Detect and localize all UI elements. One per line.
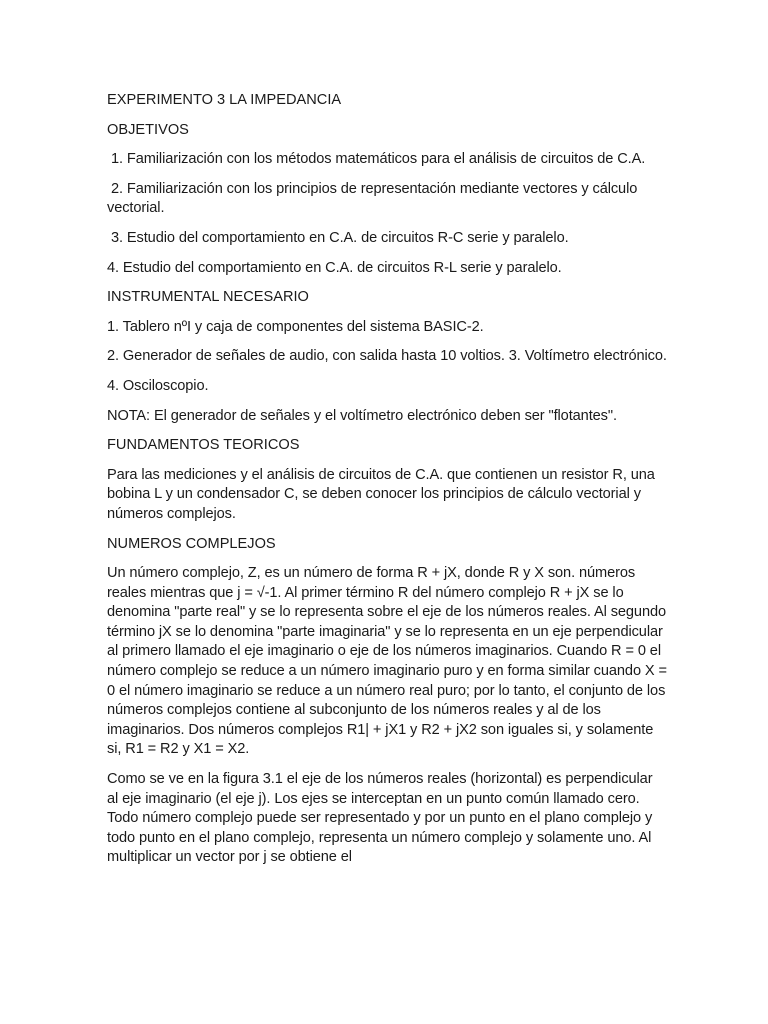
instrument-item-3: 4. Osciloscopio. (107, 377, 209, 394)
note-paragraph: NOTA: El generador de señales y el voltímetro electrónico deben ser "flotantes". (107, 407, 617, 424)
document-title: EXPERIMENTO 3 LA IMPEDANCIA (107, 92, 342, 108)
fundamentals-paragraph: Para las mediciones y el análisis de circuitos de C.A. que contienen un resistor R, una bobina L y un condensador C, se deben conocer los principios de cálculo vectorial y números complejos. (107, 466, 655, 522)
fundamentals-heading: FUNDAMENTOS TEORICOS (107, 437, 300, 454)
objective-item-1: 1. Familiarización con los métodos matemáticos para el análisis de circuitos de C.A. (107, 151, 646, 168)
objective-item-2: 2. Familiarización con los principios de representación mediante vectores y cálculo vectorial. (107, 180, 642, 217)
objectives-heading: OBJETIVOS (107, 121, 189, 138)
instrument-item-2: 2. Generador de señales de audio, con salida hasta 10 voltios. 3. Voltímetro electrónico. (107, 348, 667, 365)
complex-numbers-heading: NUMEROS COMPLEJOS (107, 535, 276, 552)
objective-item-3: 3. Estudio del comportamiento en C.A. de circuitos R-C serie y paralelo. (107, 229, 569, 246)
complex-numbers-paragraph-2: Como se ve en la figura 3.1 el eje de los números reales (horizontal) es perpendicular al eje imaginario (el eje j). Los ejes se interceptan en un punto común llamado cero. Todo número complejo puede ser representado y por un punto en el plano complejo y todo punto en el plano complejo, representa un número complejo y solamente uno. Al multiplicar un vector por j se obtiene el (107, 771, 653, 866)
document-page (107, 91, 667, 878)
instrumental-heading: INSTRUMENTAL NECESARIO (107, 289, 309, 306)
instrument-item-1: 1. Tablero nºI y caja de componentes del sistema BASIC-2. (107, 318, 484, 335)
objective-item-4: 4. Estudio del comportamiento en C.A. de circuitos R-L serie y paralelo. (107, 259, 562, 276)
complex-numbers-paragraph-1: Un número complejo, Z, es un número de forma R + jX, donde R y X son. números reales mientras que j = √-1. Al primer término R del número complejo R + jX se lo denomina "parte real" y se lo representa sobre el eje de los números reales. Al segundo término jX se lo denomina "parte imaginaria" y se lo representa en un eje perpendicular al primero llamado el eje imaginario o eje de los números imaginarios. Cuando R = 0 el número complejo se reduce a un número imaginario puro y en forma similar cuando X = 0 el número imaginario se reduce a un número real puro; por lo tanto, el conjunto de los números complejos contiene al subconjunto de los números reales y al de los imaginarios. Dos números complejos R1| + jX1 y R2 + jX2 son iguales si, y solamente si, R1 = R2 y X1 = X2. (107, 565, 667, 758)
